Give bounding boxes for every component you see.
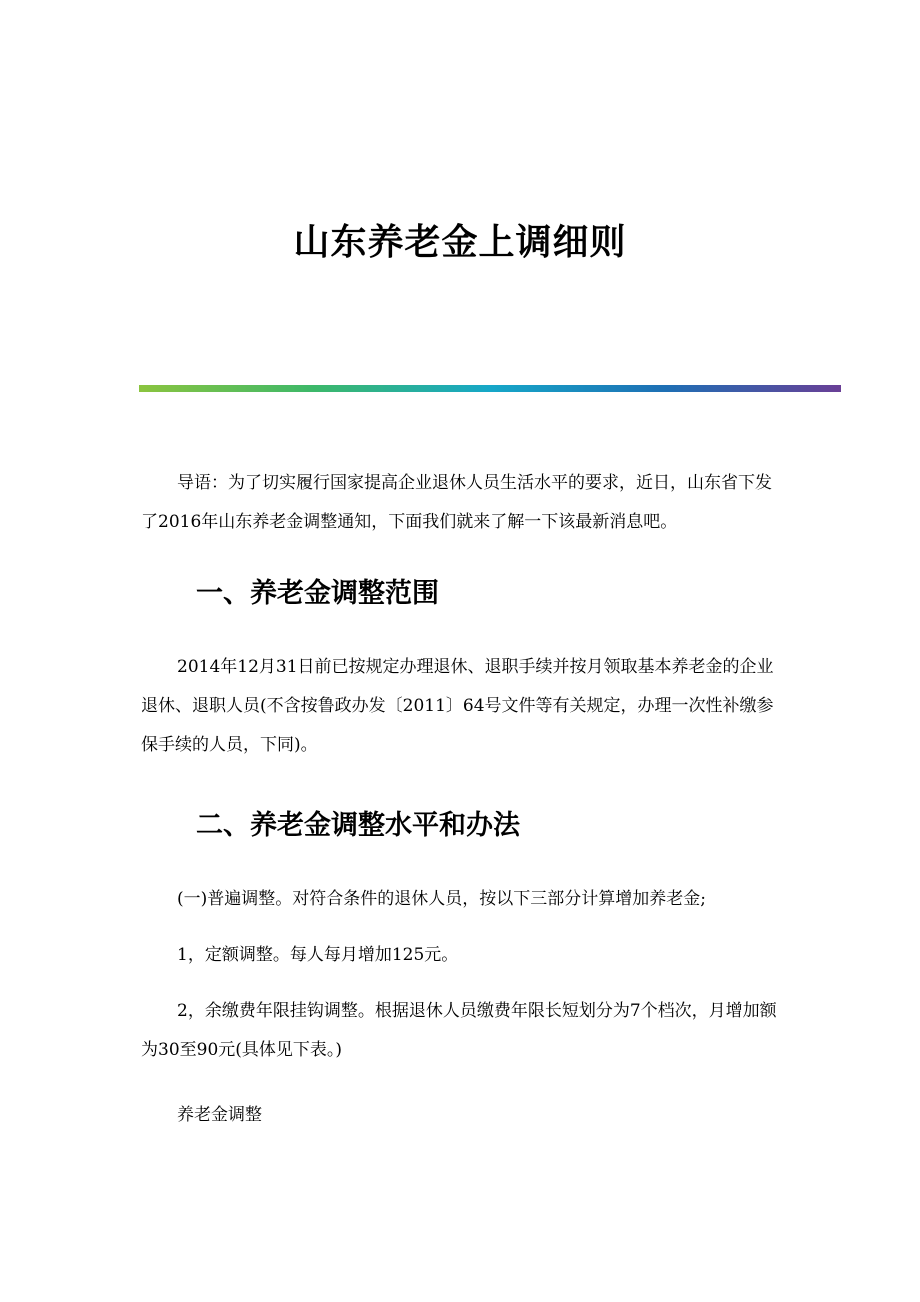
document-title: 山东养老金上调细则 [293,221,627,263]
gradient-divider [139,385,841,392]
section-heading-method: 二、养老金调整水平和办法 [196,810,520,841]
section-heading-scope: 一、养老金调整范围 [196,578,439,609]
intro-paragraph: 导语：为了切实履行国家提高企业退休人员生活水平的要求，近日，山东省下发了2016年山东养老金调整通知，下面我们就来了解一下该最新消息吧。 [141,473,772,532]
general-adjustment-paragraph: (一)普遍调整。对符合条件的退休人员，按以下三部分计算增加养老金; [177,889,706,909]
years-linked-adjustment-paragraph: 2，余缴费年限挂钩调整。根据退休人员缴费年限长短划分为7个档次，月增加额为30至90元(具体见下表。) [141,1001,777,1060]
scope-paragraph: 2014年12月31日前已按规定办理退休、退职手续并按月领取基本养老金的企业退休、退职人员(不含按鲁政办发〔2011〕64号文件等有关规定，办理一次性补缴参保手续的人员，下同)。 [141,657,774,755]
fixed-adjustment-paragraph: 1，定额调整。每人每月增加125元。 [177,945,459,965]
table-caption: 养老金调整 [177,1105,262,1125]
